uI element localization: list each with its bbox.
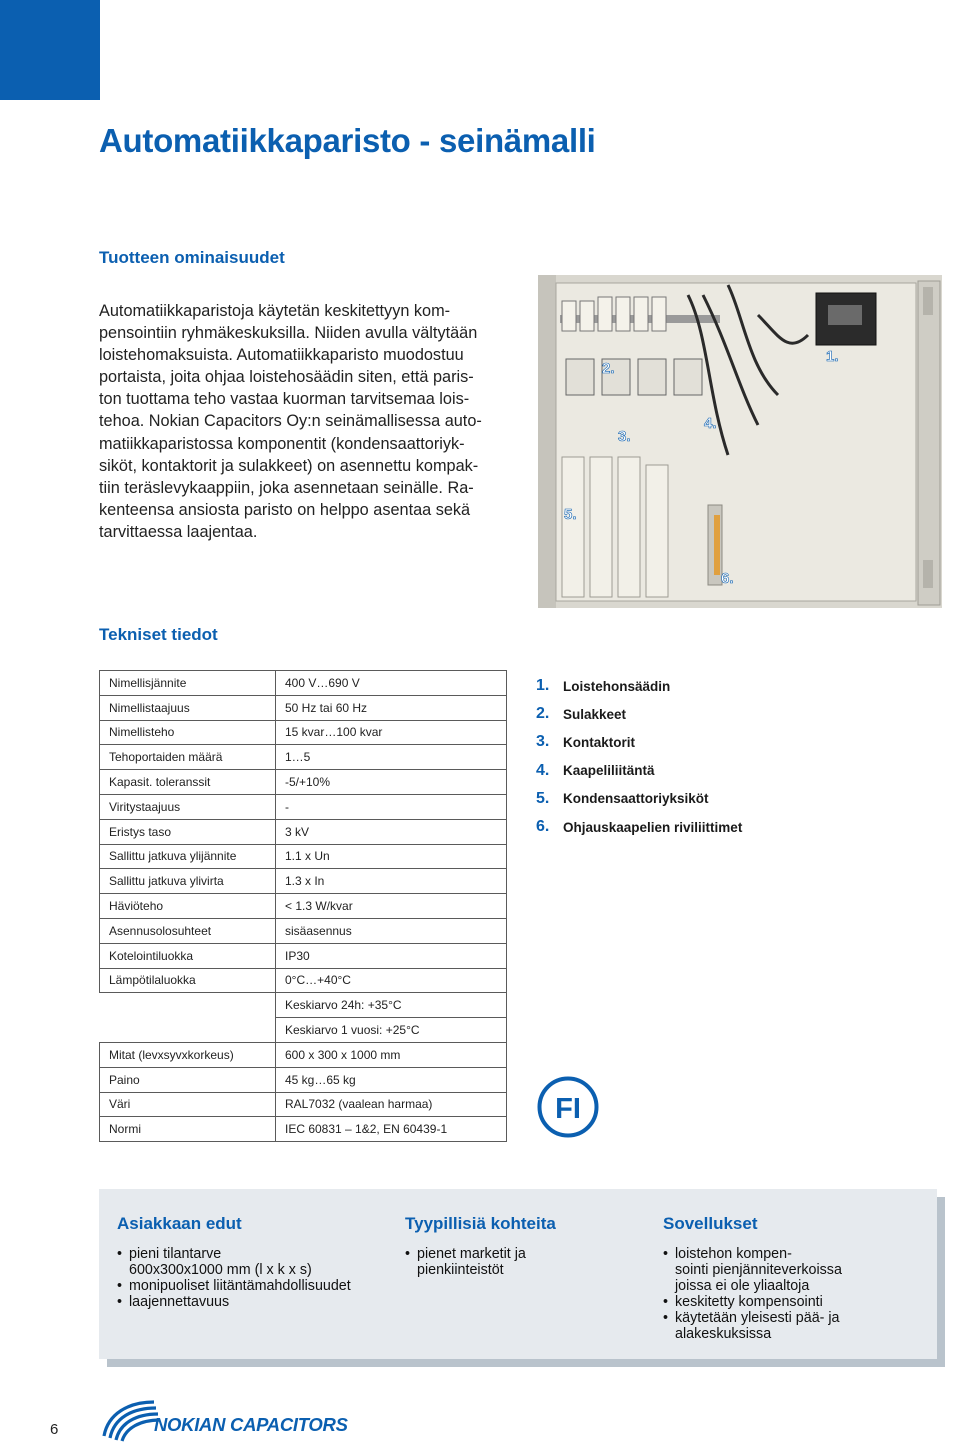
tech-key: Viritystaajuus: [100, 794, 276, 819]
tech-value: 400 V…690 V: [276, 671, 507, 696]
bullet-dot-icon: •: [117, 1246, 123, 1262]
tech-row: [100, 1092, 507, 1117]
tech-value: Keskiarvo 1 vuosi: +25°C: [276, 1018, 507, 1043]
bullet-text: käytetään yleisesti pää- ja: [675, 1309, 840, 1326]
bullet-line: [117, 1247, 351, 1263]
tech-key: Kapasit. toleranssit: [100, 770, 276, 795]
bullet-line: [663, 1279, 842, 1295]
tech-value: 3 kV: [276, 819, 507, 844]
tech-value: -5/+10%: [276, 770, 507, 795]
legend-number: 5.: [536, 789, 550, 807]
brand-name: NOKIAN CAPACITORS: [154, 1414, 348, 1435]
bullet-line: [117, 1263, 351, 1279]
legend-item: [536, 672, 796, 700]
tech-value: 15 kvar…100 kvar: [276, 720, 507, 745]
bullet-dot-icon: •: [663, 1246, 669, 1262]
benefits-heading: Asiakkaan edut: [117, 1214, 242, 1233]
bullet-text: 600x300x1000 mm (l x k x s): [129, 1261, 312, 1278]
tech-row: [100, 869, 507, 894]
legend-label: Sulakkeet: [563, 706, 627, 722]
features-heading: Tuotteen ominaisuudet: [99, 248, 285, 267]
tech-key: Asennusolosuhteet: [100, 918, 276, 943]
tech-key: Nimellisjännite: [100, 671, 276, 696]
cabinet-photo: [538, 275, 942, 608]
legend-label: Kaapeliliitäntä: [563, 763, 655, 779]
bullet-line: [663, 1311, 842, 1327]
tech-value: 1…5: [276, 745, 507, 770]
tech-row: [100, 720, 507, 745]
bullet-text: keskitetty kompensointi: [675, 1293, 823, 1310]
bullet-text: pienkiinteistöt: [417, 1261, 504, 1278]
callout-4: 4.: [704, 415, 717, 432]
features-paragraph: [99, 300, 507, 543]
bullet-line: [663, 1247, 842, 1263]
features-line: pensointiin ryhmäkeskuksilla. Niiden avulla vältytään: [99, 324, 478, 343]
bullet-line: [117, 1295, 351, 1311]
callout-1: 1.: [826, 348, 839, 365]
tech-row: [100, 1018, 507, 1043]
benefits-column: [117, 1214, 351, 1311]
applications-heading: Sovellukset: [663, 1214, 758, 1233]
tech-value: < 1.3 W/kvar: [276, 894, 507, 919]
bullet-line: [405, 1247, 556, 1263]
callout-3: 3.: [618, 428, 631, 445]
legend-item: [536, 785, 796, 813]
benefits-list: [117, 1247, 351, 1311]
brand-logo: [100, 1396, 348, 1442]
tech-key: [100, 1018, 276, 1043]
bullet-text: pieni tilantarve: [129, 1246, 222, 1262]
bullet-text: joissa ei ole yliaaltoja: [675, 1277, 810, 1294]
features-line: portaista, joita ohjaa loistehosäädin siten, että paris-: [99, 368, 474, 387]
tech-heading: Tekniset tiedot: [99, 625, 218, 644]
tech-value: -: [276, 794, 507, 819]
tech-row: [100, 1042, 507, 1067]
legend-number: 1.: [536, 677, 550, 695]
photo-legend: [536, 672, 796, 841]
tech-table: [99, 670, 507, 1142]
tech-row: [100, 918, 507, 943]
tech-value: 1.1 x Un: [276, 844, 507, 869]
bullet-text: loistehon kompen-: [675, 1246, 792, 1262]
tech-key: Eristys taso: [100, 819, 276, 844]
tech-value: RAL7032 (vaalean harmaa): [276, 1092, 507, 1117]
legend-item: [536, 700, 796, 728]
tech-row: [100, 819, 507, 844]
bullet-line: [117, 1279, 351, 1295]
bullet-dot-icon: •: [117, 1293, 123, 1310]
features-line: kenteensa ansiosta paristo on helppo asentaa sekä: [99, 500, 471, 519]
features-line: matiikkaparistossa komponentit (kondensaattoriyk-: [99, 434, 465, 453]
legend-item: [536, 813, 796, 841]
bullet-text: sointi pienjänniteverkoissa: [675, 1261, 842, 1278]
features-line: loistehomaksuista. Automatiikkaparisto muodostuu: [99, 346, 464, 365]
tech-value: Keskiarvo 24h: +35°C: [276, 993, 507, 1018]
tech-row: [100, 1067, 507, 1092]
tech-row: [100, 794, 507, 819]
tech-value: sisäasennus: [276, 918, 507, 943]
targets-column: [405, 1214, 556, 1279]
tech-row: [100, 671, 507, 696]
tech-value: IP30: [276, 943, 507, 968]
tech-row: [100, 968, 507, 993]
page-title: Automatiikkaparisto - seinämalli: [99, 122, 596, 159]
features-line: tarvittaessa laajentaa.: [99, 522, 258, 541]
tech-row: [100, 695, 507, 720]
brand-swoosh-icon: [100, 1396, 162, 1442]
tech-value: 1.3 x In: [276, 869, 507, 894]
corner-color-block: [0, 0, 100, 100]
legend-label: Kondensaattoriyksiköt: [563, 791, 709, 807]
callout-2: 2.: [602, 360, 615, 377]
tech-key: Kotelointiluokka: [100, 943, 276, 968]
tech-key: Nimellistaajuus: [100, 695, 276, 720]
page-number: 6: [50, 1421, 59, 1438]
bullet-line: [663, 1295, 842, 1311]
targets-list: [405, 1247, 556, 1279]
fi-mark-icon: [537, 1076, 599, 1138]
bullet-text: monipuoliset liitäntämahdollisuudet: [129, 1277, 351, 1294]
bullet-line: [663, 1263, 842, 1279]
bullet-dot-icon: •: [663, 1293, 669, 1310]
tech-key: Normi: [100, 1117, 276, 1142]
applications-column: [663, 1214, 842, 1342]
legend-item: [536, 757, 796, 785]
tech-key: Lämpötilaluokka: [100, 968, 276, 993]
bullet-line: [663, 1327, 842, 1343]
tech-key: Mitat (levxsyvxkorkeus): [100, 1042, 276, 1067]
bullet-dot-icon: •: [405, 1246, 411, 1262]
bullet-line: [405, 1263, 556, 1279]
legend-number: 2.: [536, 705, 550, 723]
legend-item: [536, 728, 796, 756]
legend-number: 6.: [536, 818, 550, 836]
features-line: tehoa. Nokian Capacitors Oy:n seinämallisessa auto-: [99, 412, 482, 431]
tech-row: [100, 993, 507, 1018]
bullet-text: laajennettavuus: [129, 1293, 230, 1310]
tech-key: Sallittu jatkuva ylijännite: [100, 844, 276, 869]
tech-key: [100, 993, 276, 1018]
tech-row: [100, 894, 507, 919]
tech-key: Sallittu jatkuva ylivirta: [100, 869, 276, 894]
tech-value: IEC 60831 – 1&2, EN 60439-1: [276, 1117, 507, 1142]
tech-row: [100, 1117, 507, 1142]
features-line: Automatiikkaparistoja käytetän keskitettyyn kom-: [99, 302, 451, 320]
legend-number: 3.: [536, 733, 550, 751]
targets-heading: Tyypillisiä kohteita: [405, 1214, 556, 1233]
tech-key: Tehoportaiden määrä: [100, 745, 276, 770]
tech-row: [100, 943, 507, 968]
tech-value: 600 x 300 x 1000 mm: [276, 1042, 507, 1067]
applications-list: [663, 1247, 842, 1342]
bullet-text: pienet marketit ja: [417, 1246, 526, 1262]
legend-label: Loistehonsäädin: [563, 678, 671, 694]
tech-row: [100, 844, 507, 869]
tech-value: 0°C…+40°C: [276, 968, 507, 993]
tech-key: Paino: [100, 1067, 276, 1092]
tech-key: Väri: [100, 1092, 276, 1117]
fi-mark-text: FI: [555, 1093, 581, 1125]
tech-row: [100, 745, 507, 770]
tech-value: 50 Hz tai 60 Hz: [276, 695, 507, 720]
tech-value: 45 kg…65 kg: [276, 1067, 507, 1092]
bullet-dot-icon: •: [117, 1277, 123, 1294]
legend-label: Ohjauskaapelien riviliittimet: [563, 819, 743, 835]
features-line: siköt, kontaktorit ja sulakkeet) on asennettu kompak-: [99, 456, 479, 475]
legend-number: 4.: [536, 761, 550, 779]
callout-5: 5.: [564, 506, 577, 523]
callout-6: 6.: [721, 570, 734, 587]
features-line: tiin teräslevykaappiin, joka asennetaan seinälle. Ra-: [99, 478, 474, 497]
tech-row: [100, 770, 507, 795]
features-line: ton tuottama teho vastaa kuorman tarvitsemaa lois-: [99, 390, 470, 409]
tech-key: Nimellisteho: [100, 720, 276, 745]
tech-key: Häviöteho: [100, 894, 276, 919]
bullet-dot-icon: •: [663, 1309, 669, 1326]
bullet-text: alakeskuksissa: [675, 1325, 772, 1342]
legend-label: Kontaktorit: [563, 734, 635, 750]
